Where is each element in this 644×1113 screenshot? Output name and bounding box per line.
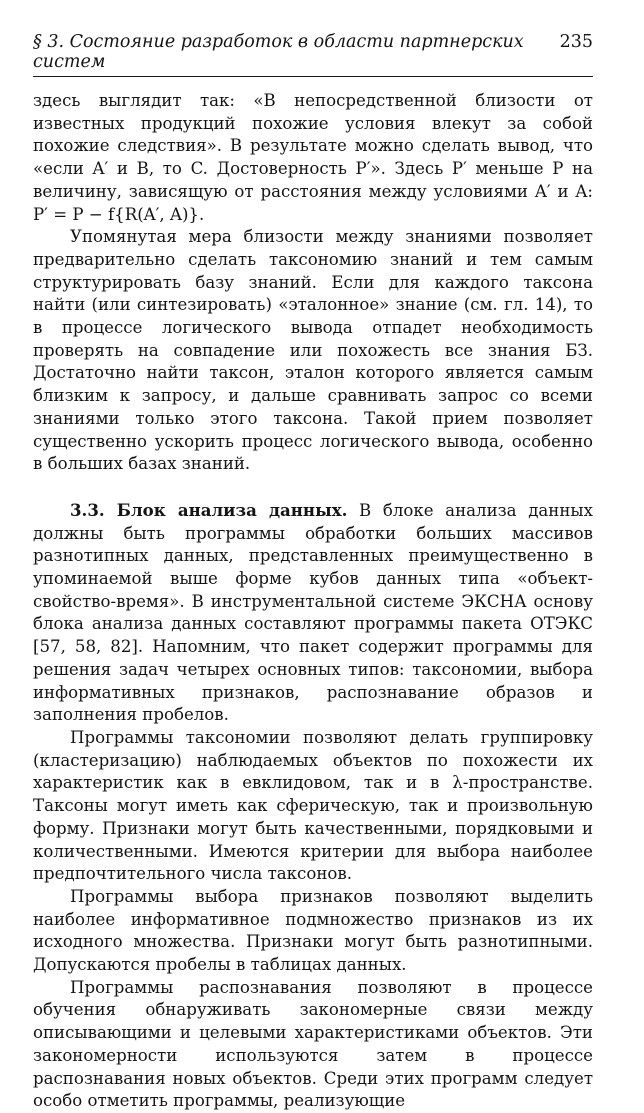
paragraph-continued: здесь выглядит так: «В непосредственной близости от известных продукций похожие условия влекут за собой похожие следствия». В результате можно сделать вывод, что «если A′ и B, то C. Достоверность P′». Здесь P′ меньше P на величину, зависящую от расстояния между условиями A′ и A: P′ = P − f{R(A′, A)}. [33, 91, 593, 224]
paragraph: Упомянутая мера близости между знаниями позволяет предварительно сделать таксономию знаний и тем самым структурировать базу знаний. Если для каждого таксона найти (или синтезировать) «эталонное» знание (см. гл. 14), то в процессе логического вывода отпадет необходимость проверять на совпадение или похожесть все знания БЗ. Достаточно найти таксон, эталон которого является самым близким к запросу, и дальше сравнивать запрос со всеми знаниями только этого таксона. Такой прием позволяет существенно ускорить процесс логического вывода, особенно в больших базах знаний. [33, 227, 593, 474]
book-page [33, 32, 593, 1113]
running-header [33, 32, 593, 77]
paragraph: Программы распознавания позволяют в процессе обучения обнаруживать закономерные связи между описывающими и целевыми характеристиками объектов. Эти закономерности используются затем в процессе распознавания новых объектов. Среди этих программ следует особо отметить программы, реализующие [33, 977, 593, 1111]
section-lead-text: В блоке анализа данных должны быть программы обработки больших массивов разнотипных данных, представленных преимущественно в упоминаемой выше форме кубов данных типа «объект-свойство-время». В инструментальной системе ЭКСНА основу блока анализа данных составляют программы пакета ОТЭКС [57, 58, 82]. Напомним, что пакет содержит программы для решения задач четырех основных типов: таксономии, выбора информативных признаков, распознавание образов и заполнения пробелов. [33, 500, 593, 725]
page-number: 235 [559, 32, 593, 52]
section-3-3 [33, 499, 593, 1113]
section-lead-paragraph [33, 499, 593, 727]
paragraph: Программы таксономии позволяют делать группировку (кластеризацию) наблюдаемых объектов по похожести их характеристик как в евклидовом, так и в λ-пространстве. Таксоны могут иметь как сферическую, так и произвольную форму. Признаки могут быть качественными, порядковыми и количественными. Имеются критерии для выбора наиболее предпочтительного числа таксонов. [33, 727, 593, 884]
section-heading: 3.3. Блок анализа данных. [70, 499, 348, 520]
page-body [33, 90, 593, 1113]
header-section-title: § 3. Состояние разработок в области партнерских систем [33, 32, 524, 72]
paragraph: Программы выбора признаков позволяют выделить наиболее информативное подмножество признаков из их исходного множества. Признаки могут быть разнотипными. Допускаются пробелы в таблицах данных. [33, 886, 593, 975]
